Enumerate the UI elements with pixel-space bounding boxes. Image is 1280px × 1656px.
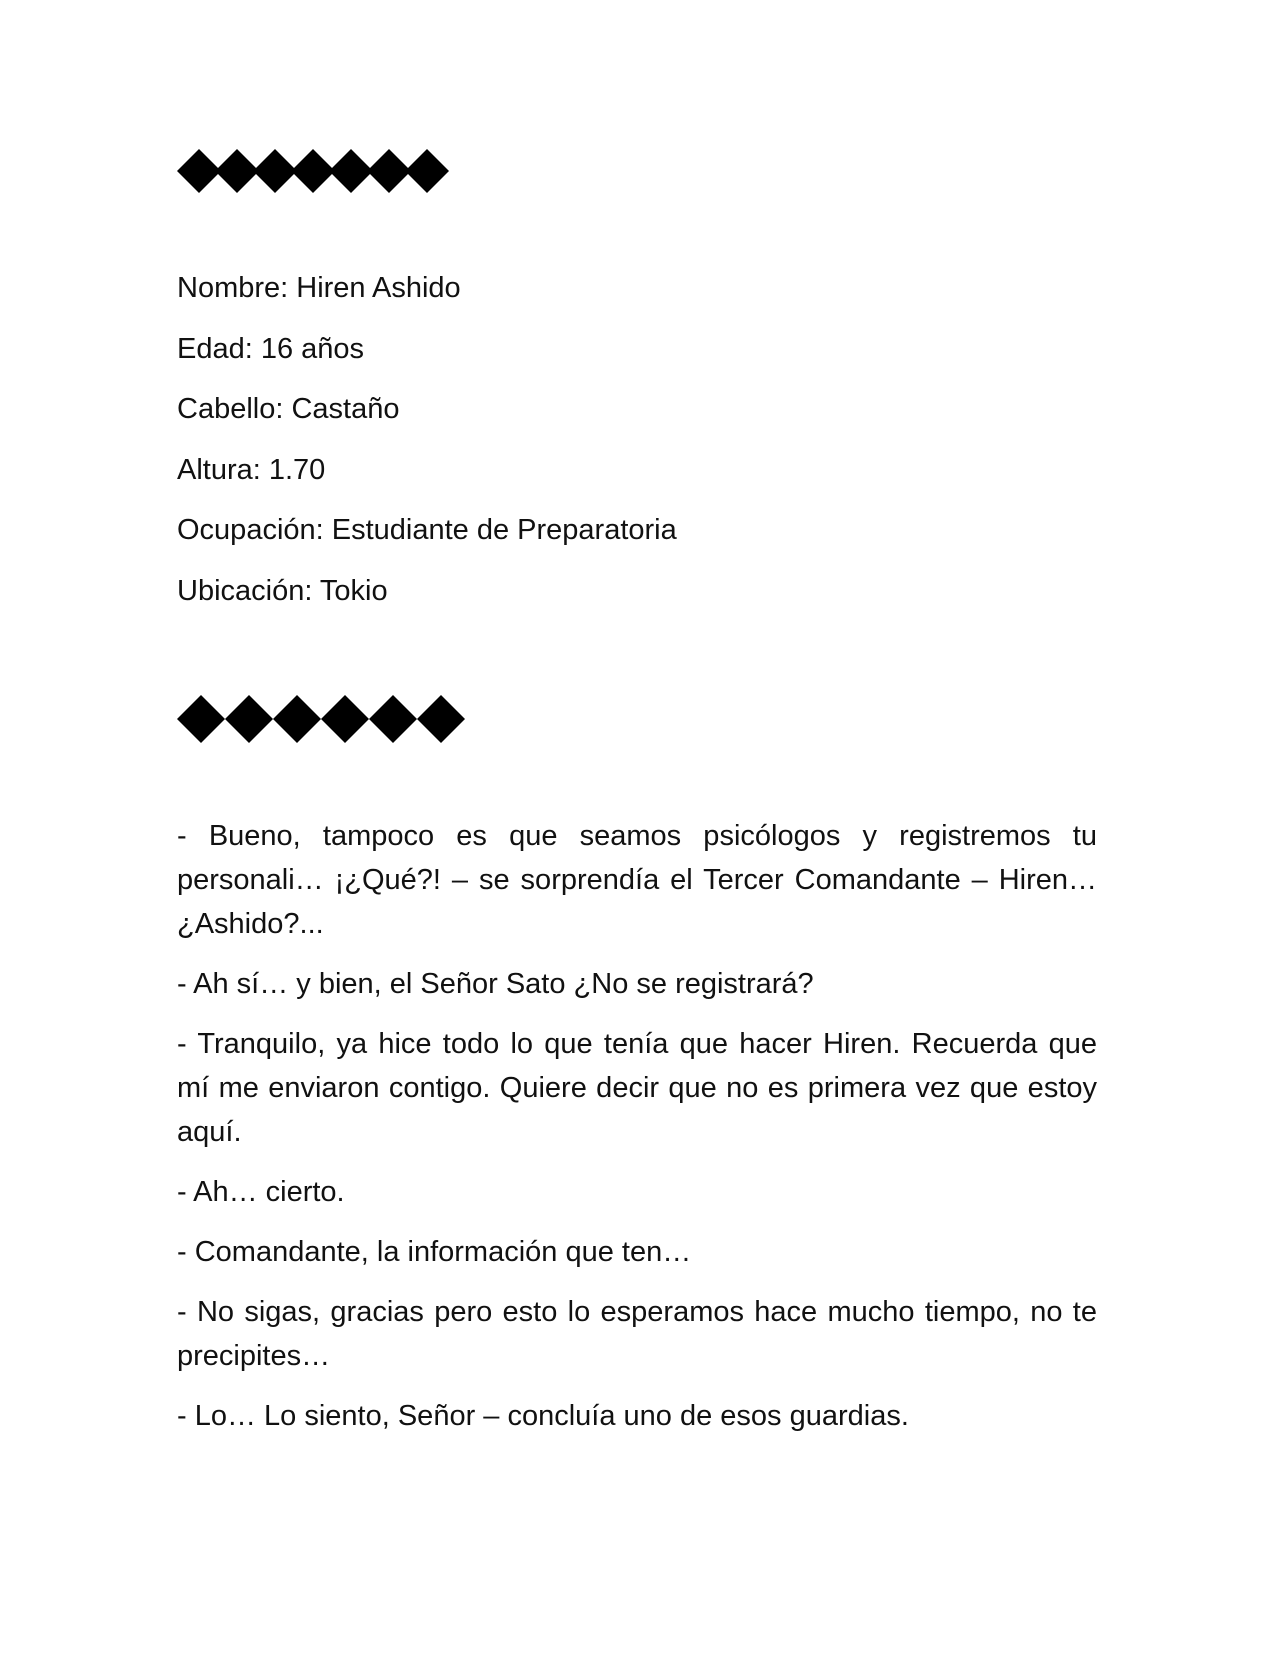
dialogue-paragraph: - Bueno, tampoco es que seamos psicólogos y registremos tu personali… ¡¿Qué?! – se sorprendía el Tercer Comandante – Hiren… ¿Ashido?...: [177, 820, 1097, 940]
diamond-row-top: [177, 144, 477, 198]
diamond-icon: [417, 695, 465, 743]
profile-name: Nombre: Hiren Ashido: [177, 272, 461, 304]
diamond-icon: [329, 149, 373, 193]
diamond-icon: [273, 695, 321, 743]
diamond-icon: [291, 149, 335, 193]
diamond-icon: [405, 149, 449, 193]
dialogue-paragraph: - No sigas, gracias pero esto lo esperamos hace mucho tiempo, no te precipites…: [177, 1296, 1097, 1372]
diamond-icon: [215, 149, 259, 193]
profile-age: Edad: 16 años: [177, 332, 365, 365]
diamond-icon: [225, 695, 273, 743]
profile-height: Altura: 1.70: [177, 453, 326, 486]
profile-occupation: Ocupación: Estudiante de Preparatoria: [177, 514, 677, 547]
diamond-icon: [369, 695, 417, 743]
diamond-row-middle: [177, 692, 477, 746]
diamond-divider-top: [177, 144, 497, 198]
character-profile: [177, 268, 1097, 632]
diamond-divider-middle: [177, 692, 497, 746]
profile-hair: Cabello: Castaño: [177, 393, 400, 426]
profile-location: Ubicación: Tokio: [177, 574, 388, 607]
dialogue-paragraph: - Ah sí… y bien, el Señor Sato ¿No se registrará?: [177, 968, 814, 1000]
dialogue-paragraph: - Comandante, la información que ten…: [177, 1236, 692, 1268]
dialogue-section: [177, 814, 1097, 1454]
diamond-icon: [253, 149, 297, 193]
diamond-icon: [177, 695, 225, 743]
diamond-icon: [321, 695, 369, 743]
diamond-icon: [367, 149, 411, 193]
diamond-icon: [177, 149, 221, 193]
dialogue-paragraph: - Tranquilo, ya hice todo lo que tenía que hacer Hiren. Recuerda que mí me enviaron contigo. Quiere decir que no es primera vez que estoy aquí.: [177, 1028, 1097, 1148]
dialogue-paragraph: - Ah… cierto.: [177, 1176, 345, 1208]
dialogue-paragraph: - Lo… Lo siento, Señor – concluía uno de esos guardias.: [177, 1400, 909, 1432]
